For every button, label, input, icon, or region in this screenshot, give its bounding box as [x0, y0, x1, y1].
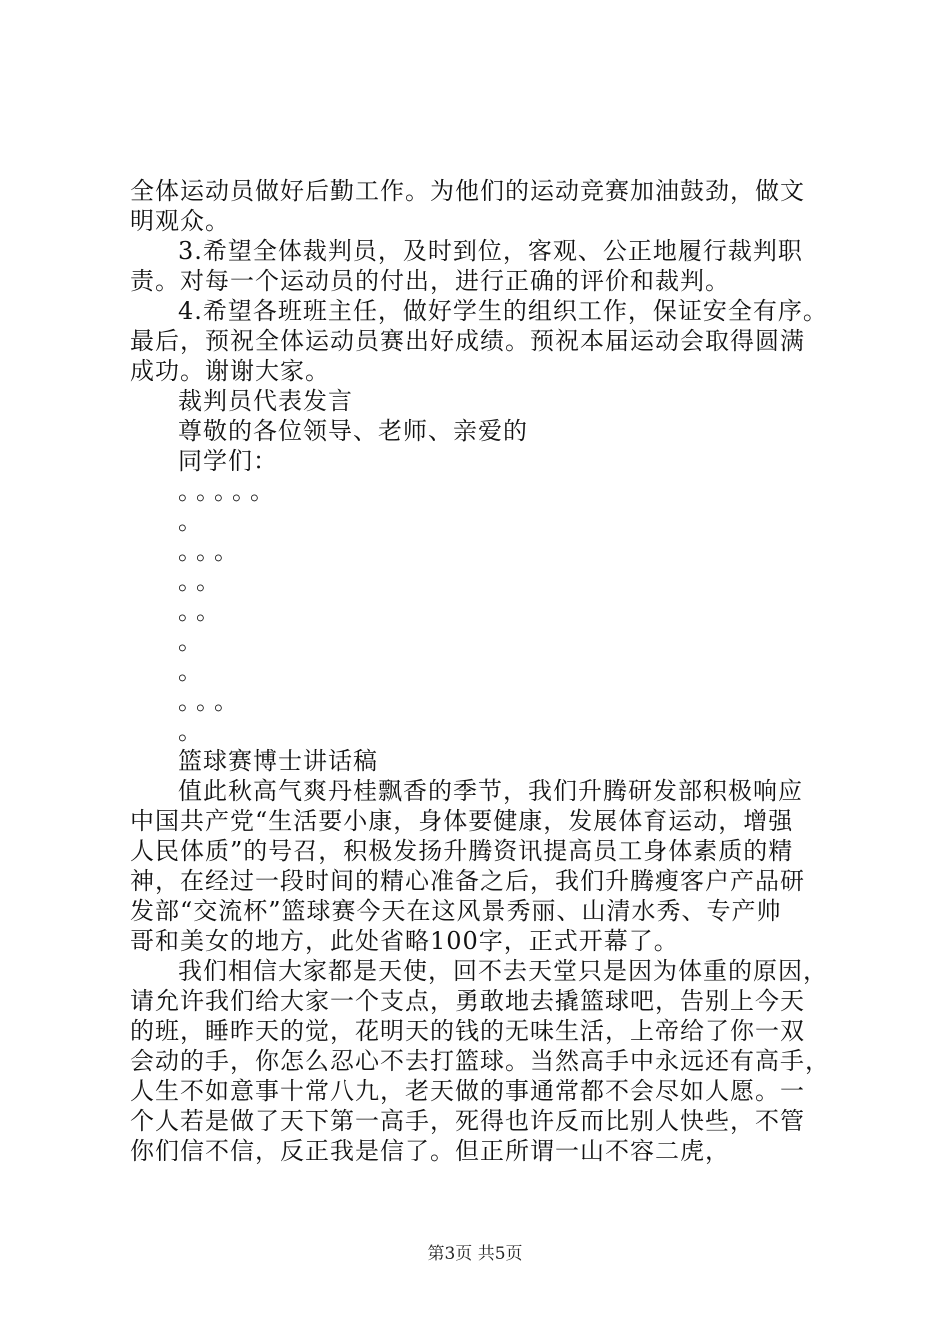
text-line: 责。对每一个运动员的付出，进行正确的评价和裁判。 [130, 267, 730, 295]
text-line: 会动的手，你怎么忍心不去打篮球。当然高手中永远还有高手， [130, 1047, 830, 1075]
text-line: 神，在经过一段时间的精心准备之后，我们升腾瘦客户产品研 [130, 867, 805, 895]
text-line: 发部“交流杯”篮球赛今天在这风景秀丽、山清水秀、专产帅 [130, 897, 782, 925]
ellipsis-line: 。 [178, 627, 208, 655]
text-line: 最后，预祝全体运动员赛出好成绩。预祝本届运动会取得圆满 [130, 327, 805, 355]
text-line: 我们相信大家都是天使，回不去天堂只是因为体重的原因， [178, 957, 828, 985]
ellipsis-line: 。。 [178, 597, 226, 625]
text-line: 4.希望各班班主任，做好学生的组织工作，保证安全有序。 [178, 297, 828, 325]
text-line: 你们信不信，反正我是信了。但正所谓一山不容二虎， [130, 1137, 730, 1165]
ellipsis-line: 。。。。。 [178, 477, 280, 505]
text-line: 裁判员代表发言 [178, 387, 353, 415]
ellipsis-line: 。。 [178, 567, 226, 595]
page-footer: 第3页 共5页 [427, 1244, 523, 1264]
text-line: 全体运动员做好后勤工作。为他们的运动竞赛加油鼓劲，做文 [130, 177, 805, 205]
text-line: 3.希望全体裁判员，及时到位，客观、公正地履行裁判职 [178, 237, 803, 265]
ellipsis-line: 。 [178, 507, 208, 535]
text-line: 中国共产党“生活要小康，身体要健康，发展体育运动，增强 [130, 807, 794, 835]
ellipsis-line: 。。。 [178, 537, 244, 565]
text-line: 个人若是做了天下第一高手，死得也许反而比别人快些，不管 [130, 1107, 805, 1135]
text-line: 值此秋高气爽丹桂飘香的季节，我们升腾研发部积极响应 [178, 777, 803, 805]
text-line: 的班，睡昨天的觉，花明天的钱的无味生活，上帝给了你一双 [130, 1017, 805, 1045]
document-body [130, 176, 850, 1166]
ellipsis-line: 。 [178, 657, 208, 685]
text-line: 篮球赛博士讲话稿 [178, 747, 378, 775]
text-line: 人民体质”的号召，积极发扬升腾资讯提高员工身体素质的精 [130, 837, 794, 865]
text-line: 明观众。 [130, 207, 230, 235]
text-line: 同学们： [178, 447, 278, 475]
ellipsis-line: 。。。 [178, 687, 244, 715]
text-line: 哥和美女的地方，此处省略100字，正式开幕了。 [130, 927, 679, 955]
ellipsis-line: 。 [178, 717, 208, 745]
text-line: 尊敬的各位领导、老师、亲爱的 [178, 417, 528, 445]
text-line: 请允许我们给大家一个支点，勇敢地去撬篮球吧，告别上今天 [130, 987, 805, 1015]
text-line: 成功。谢谢大家。 [130, 357, 330, 385]
text-line: 人生不如意事十常八九，老天做的事通常都不会尽如人愿。一 [130, 1077, 805, 1105]
